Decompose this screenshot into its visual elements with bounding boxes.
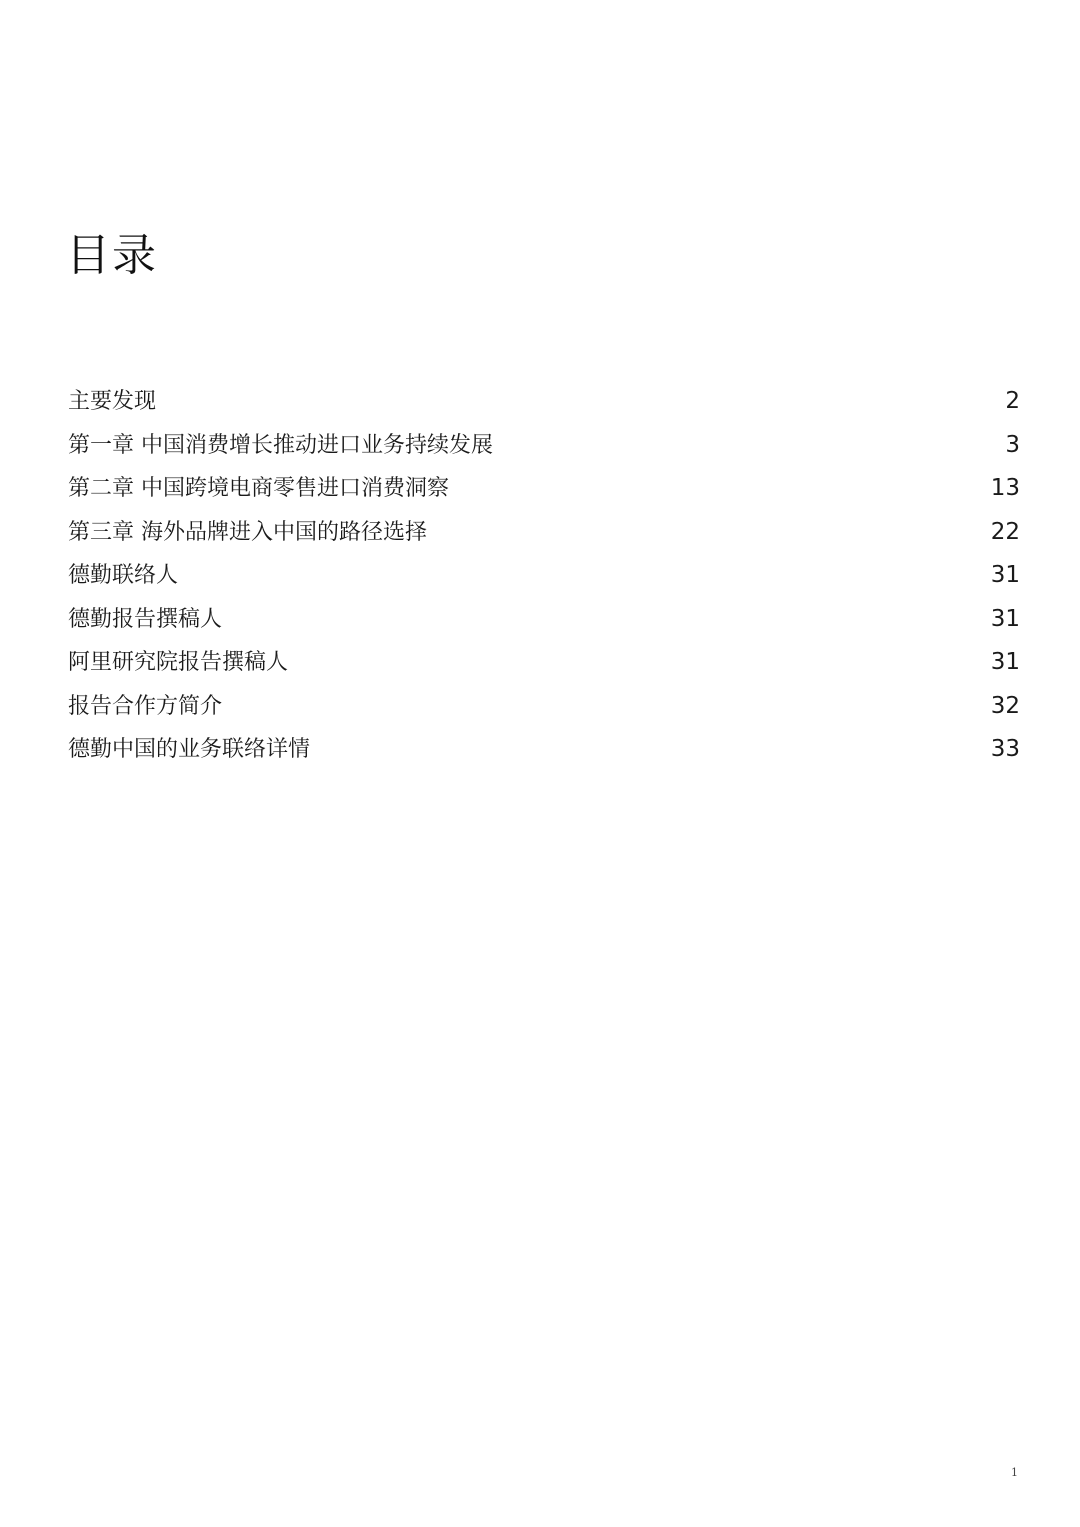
table-of-contents	[68, 380, 1020, 772]
toc-entry-page: 31	[990, 562, 1020, 588]
toc-entry-page: 31	[990, 649, 1020, 675]
toc-entry-deloitte-authors[interactable]	[68, 598, 1020, 642]
toc-entry-title: 阿里研究院报告撰稿人	[68, 650, 289, 675]
toc-entry-page: 13	[990, 475, 1020, 501]
toc-entry-title: 第二章 中国跨境电商零售进口消费洞察	[68, 476, 449, 501]
toc-entry-page: 2	[1005, 388, 1020, 414]
toc-entry-partners-intro[interactable]	[68, 685, 1020, 729]
toc-entry-title: 德勤报告撰稿人	[68, 606, 223, 632]
toc-entry-title: 第一章 中国消费增长推动进口业务持续发展	[68, 432, 493, 458]
toc-entry-title: 主要发现	[68, 389, 157, 414]
toc-entry-deloitte-contacts[interactable]	[68, 554, 1020, 598]
toc-entry-title: 德勤联络人	[68, 563, 179, 588]
toc-entry-chapter-3[interactable]	[68, 511, 1020, 555]
toc-entry-title: 德勤中国的业务联络详情	[68, 737, 311, 762]
toc-entry-deloitte-china-contacts[interactable]	[68, 728, 1020, 772]
toc-entry-chapter-2[interactable]	[68, 467, 1020, 511]
toc-entry-aliresearch-authors[interactable]	[68, 641, 1020, 685]
toc-entry-title: 第三章 海外品牌进入中国的路径选择	[68, 519, 427, 545]
toc-entry-page: 33	[990, 736, 1020, 762]
toc-entry-page: 22	[990, 518, 1020, 545]
toc-entry-main-findings[interactable]	[68, 380, 1020, 424]
toc-entry-title: 报告合作方简介	[68, 693, 223, 719]
toc-entry-page: 31	[990, 605, 1020, 632]
toc-entry-page: 32	[990, 692, 1020, 719]
toc-entry-page: 3	[1005, 431, 1020, 458]
page-number: 1	[1011, 1466, 1018, 1479]
toc-heading: 目录	[66, 230, 158, 281]
toc-entry-chapter-1[interactable]	[68, 424, 1020, 468]
